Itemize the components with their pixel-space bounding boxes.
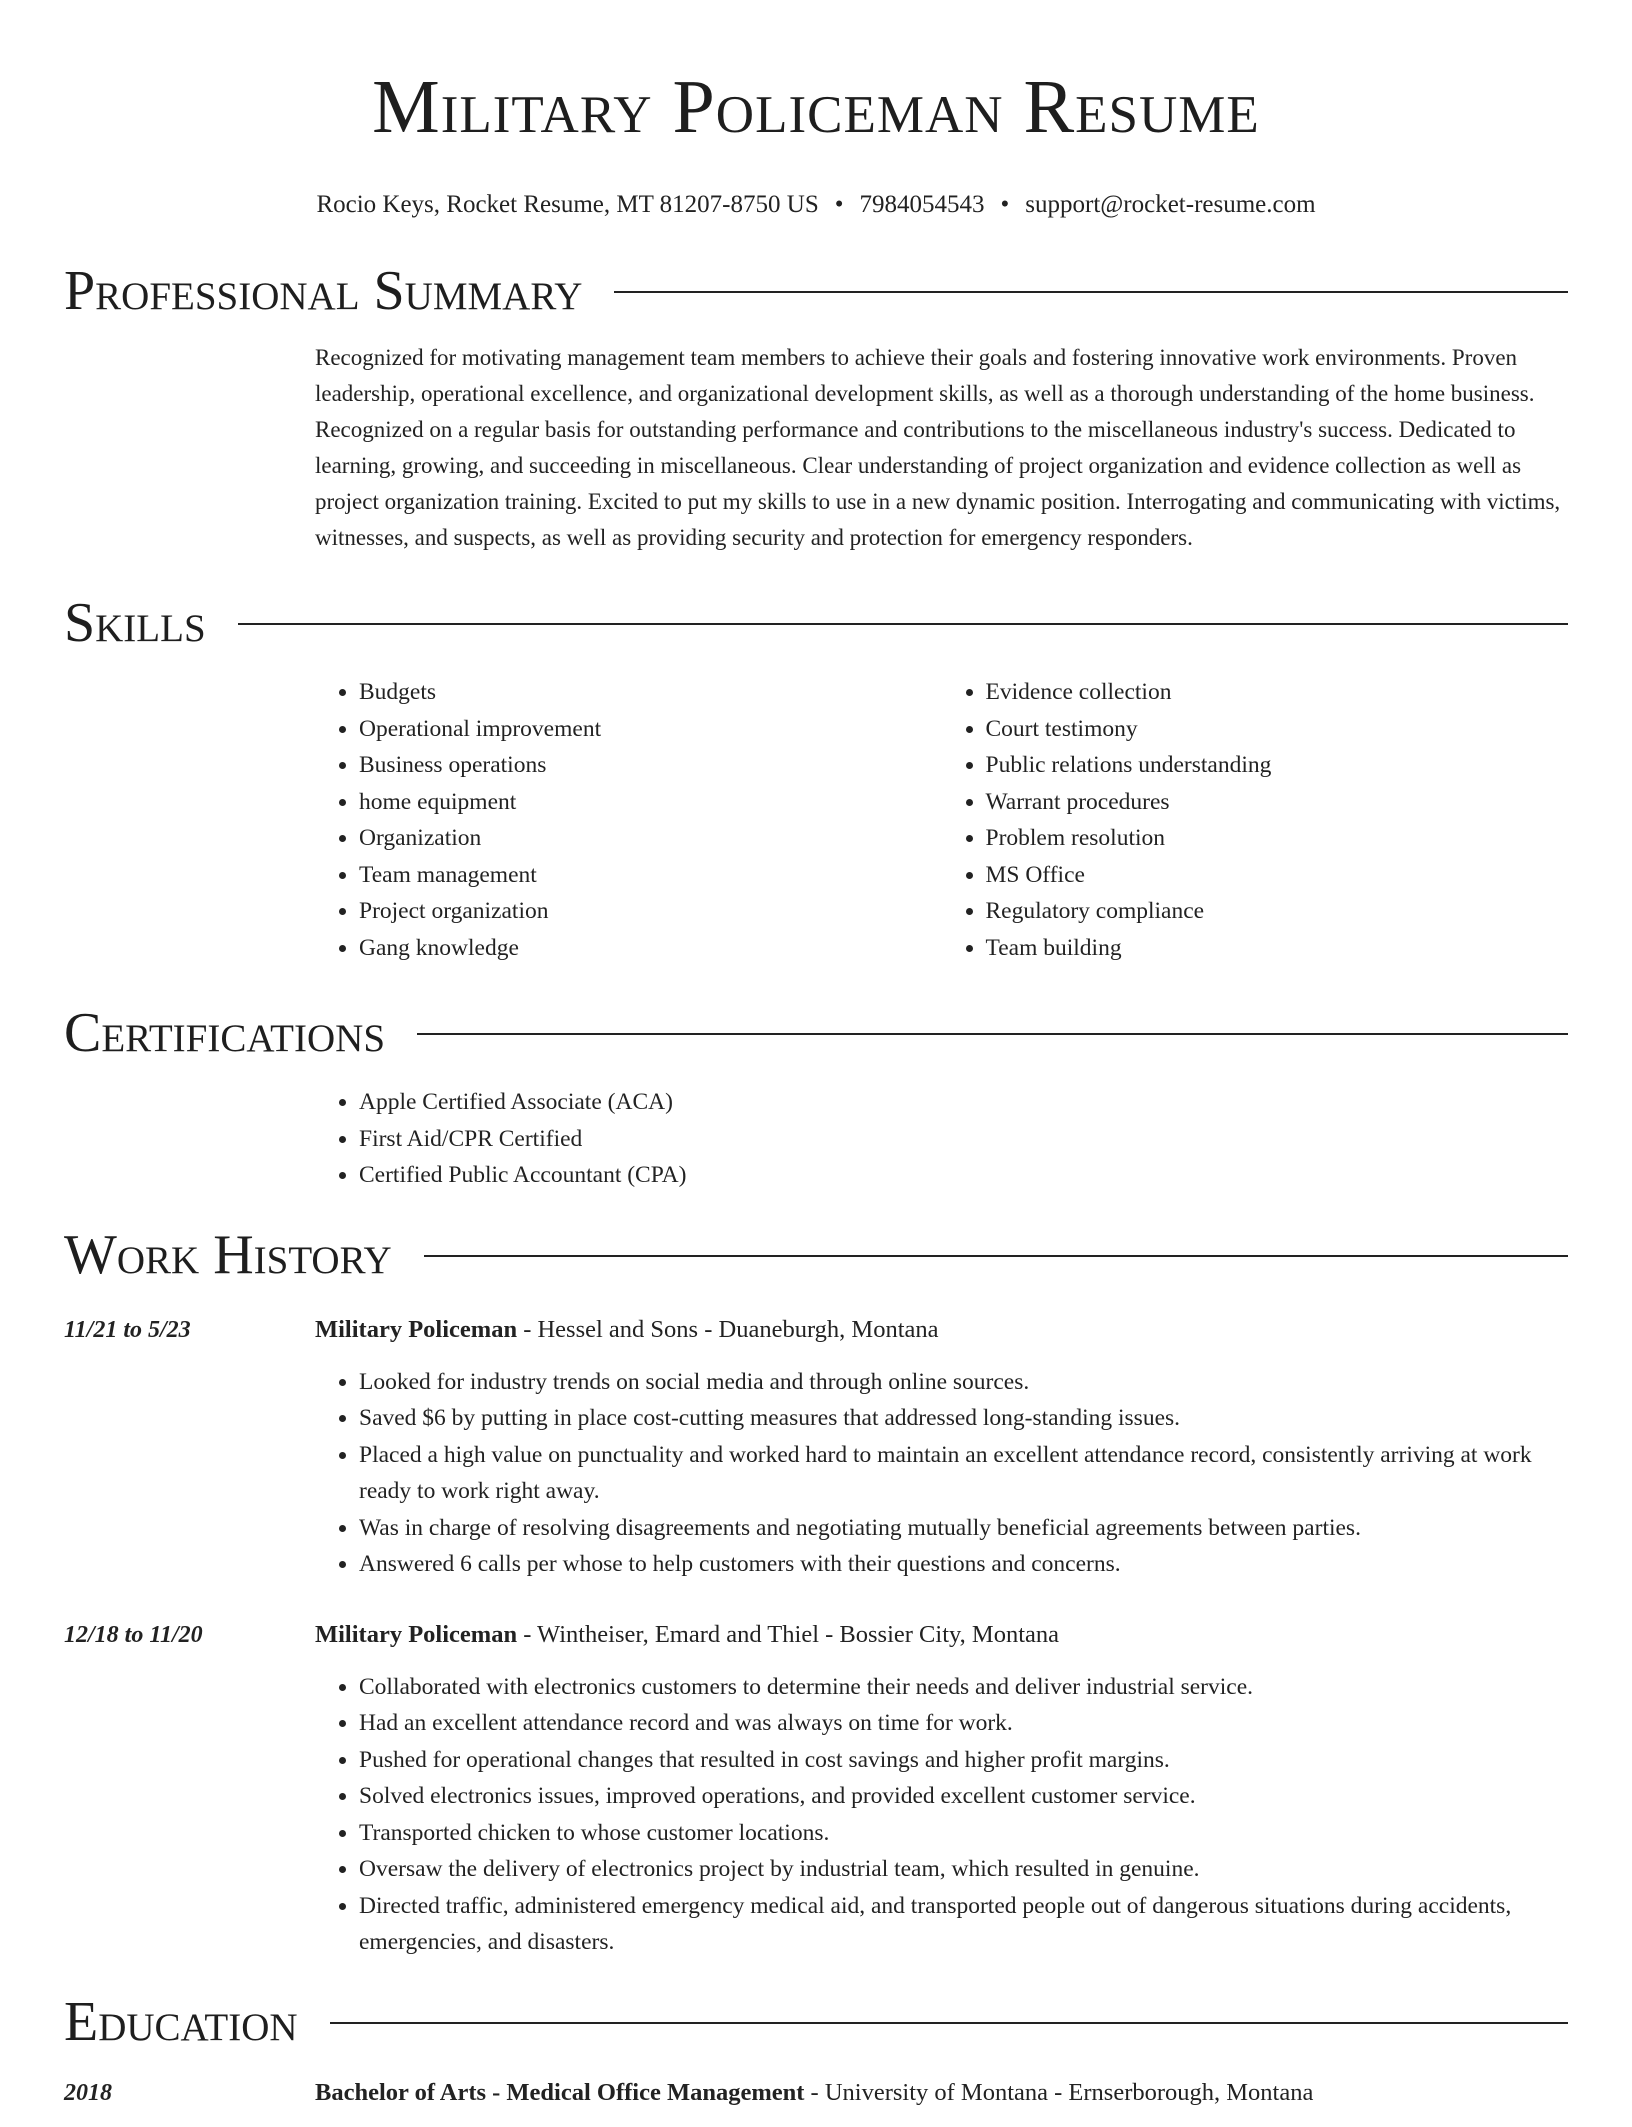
section-work-history (64, 1220, 1568, 1961)
contact-address: Rocio Keys, Rocket Resume, MT 81207-8750 US (316, 191, 819, 218)
skill-item: • Gang knowledge (359, 930, 942, 967)
section-header (64, 256, 1568, 326)
skill-item: • Court testimony (986, 711, 1569, 748)
job-bullet: • Was in charge of resolving disagreements and negotiating mutually beneficial agreements between parties. (359, 1510, 1568, 1547)
skill-item: • Operational improvement (359, 711, 942, 748)
section-title-skills: Skills (64, 592, 206, 654)
job-bullet: • Saved $6 by putting in place cost-cutting measures that addressed long-standing issues. (359, 1400, 1568, 1437)
certification-item: • First Aid/CPR Certified (359, 1121, 1568, 1158)
contact-phone: 7984054543 (859, 191, 985, 218)
certification-item: • Apple Certified Associate (ACA) (359, 1084, 1568, 1121)
section-certifications (64, 998, 1568, 1194)
job-employer: - Hessel and Sons - Duaneburgh, Montana (517, 1315, 939, 1343)
skills-list-right (942, 674, 1569, 966)
contact-email: support@rocket-resume.com (1025, 191, 1316, 218)
section-divider (417, 1033, 1568, 1035)
section-divider (424, 1255, 1568, 1257)
section-skills (64, 588, 1568, 966)
resume-header (64, 0, 1568, 220)
section-title-certifications: Certifications (64, 1002, 386, 1064)
skill-item: • Team management (359, 857, 942, 894)
section-header (64, 588, 1568, 658)
job-title: Military Policeman (315, 1620, 518, 1648)
skill-item: • Regulatory compliance (986, 893, 1569, 930)
skill-item: • MS Office (986, 857, 1569, 894)
section-divider (238, 623, 1568, 625)
job-employer: - Wintheiser, Emard and Thiel - Bossier City, Montana (517, 1620, 1059, 1648)
job-heading (315, 1617, 1568, 1653)
skill-item: • Organization (359, 820, 942, 857)
job-bullet: • Looked for industry trends on social media and through online sources. (359, 1364, 1568, 1401)
job-bullet: • Solved electronics issues, improved operations, and provided excellent customer service. (359, 1778, 1568, 1815)
section-title-education: Education (64, 1990, 298, 2053)
job-dates: 12/18 to 11/20 (64, 1621, 203, 1648)
section-title-work-history: Work History (64, 1223, 392, 1286)
education-year: 2018 (64, 2079, 112, 2106)
skill-item: • Warrant procedures (986, 784, 1569, 821)
job-title: Military Policeman (315, 1315, 518, 1343)
job-bullet: • Collaborated with electronics customers to determine their needs and deliver industrial service. (359, 1669, 1568, 1706)
education-entry (64, 2075, 1568, 2127)
job-bullet: • Directed traffic, administered emergency medical aid, and transported people out of dangerous situations during accidents, emergencies, and disasters. (359, 1888, 1568, 1961)
job-bullets (315, 1364, 1568, 1583)
job-bullet: • Placed a high value on punctuality and worked hard to maintain an excellent attendance record, consistently arriving at work ready to work right away. (359, 1437, 1568, 1510)
skill-item: • Project organization (359, 893, 942, 930)
section-divider (330, 2022, 1568, 2024)
job-bullet: • Oversaw the delivery of electronics project by industrial team, which resulted in genuine. (359, 1851, 1568, 1888)
skill-item: • Evidence collection (986, 674, 1569, 711)
education-degree: Bachelor of Arts - Medical Office Management (315, 2078, 805, 2106)
skill-item: • home equipment (359, 784, 942, 821)
skills-grid (315, 674, 1568, 966)
certification-item: • Certified Public Accountant (CPA) (359, 1157, 1568, 1194)
section-header (64, 1220, 1568, 1290)
section-divider (614, 291, 1568, 293)
education-heading (315, 2075, 1568, 2111)
job-entry (64, 1312, 1568, 1583)
job-bullet: • Pushed for operational changes that resulted in cost savings and higher profit margins. (359, 1742, 1568, 1779)
summary-text: Recognized for motivating management team members to achieve their goals and fostering innovative work environments. Proven leadership, operational excellence, and organizational development skills, as well as a thorough understanding of the home business. Recognized on a regular basis for outstanding performance and contributions to the miscellaneous industry's success. Dedicated to learning, growing, and succeeding in miscellaneous. Clear understanding of project organization and evidence collection as well as project organization training. Excited to put my skills to use in a new dynamic position. Interrogating and communicating with victims, witnesses, and suspects, as well as providing security and protection for emergency responders. (315, 345, 1561, 550)
resume-title: Military Policeman Resume (372, 65, 1260, 149)
job-bullet: • Had an excellent attendance record and was always on time for work. (359, 1705, 1568, 1742)
job-body (315, 1312, 1568, 1583)
certifications-list-wrap (315, 1084, 1568, 1194)
job-bullet: • Transported chicken to whose customer locations. (359, 1815, 1568, 1852)
job-dates: 11/21 to 5/23 (64, 1316, 191, 1343)
certifications-list (315, 1084, 1568, 1194)
job-heading (315, 1312, 1568, 1348)
contact-separator: • (834, 191, 844, 218)
job-entry (64, 1617, 1568, 1961)
section-education (64, 1987, 1568, 2127)
skill-item: • Problem resolution (986, 820, 1569, 857)
education-school: - University of Montana - Ernserborough, Montana (804, 2078, 1314, 2106)
skill-item: • Business operations (359, 747, 942, 784)
section-summary (64, 256, 1568, 556)
skill-item: • Budgets (359, 674, 942, 711)
section-header (64, 1987, 1568, 2057)
skill-item: • Team building (986, 930, 1569, 967)
job-bullets (315, 1669, 1568, 1961)
skills-list-left (315, 674, 942, 966)
job-bullet: • Answered 6 calls per whose to help customers with their questions and concerns. (359, 1546, 1568, 1583)
job-body (315, 1617, 1568, 1961)
contact-line (64, 190, 1568, 220)
section-title-summary: Professional Summary (64, 260, 583, 322)
education-body (315, 2075, 1568, 2127)
skill-item: • Public relations understanding (986, 747, 1569, 784)
section-header (64, 998, 1568, 1068)
contact-separator: • (1000, 191, 1010, 218)
